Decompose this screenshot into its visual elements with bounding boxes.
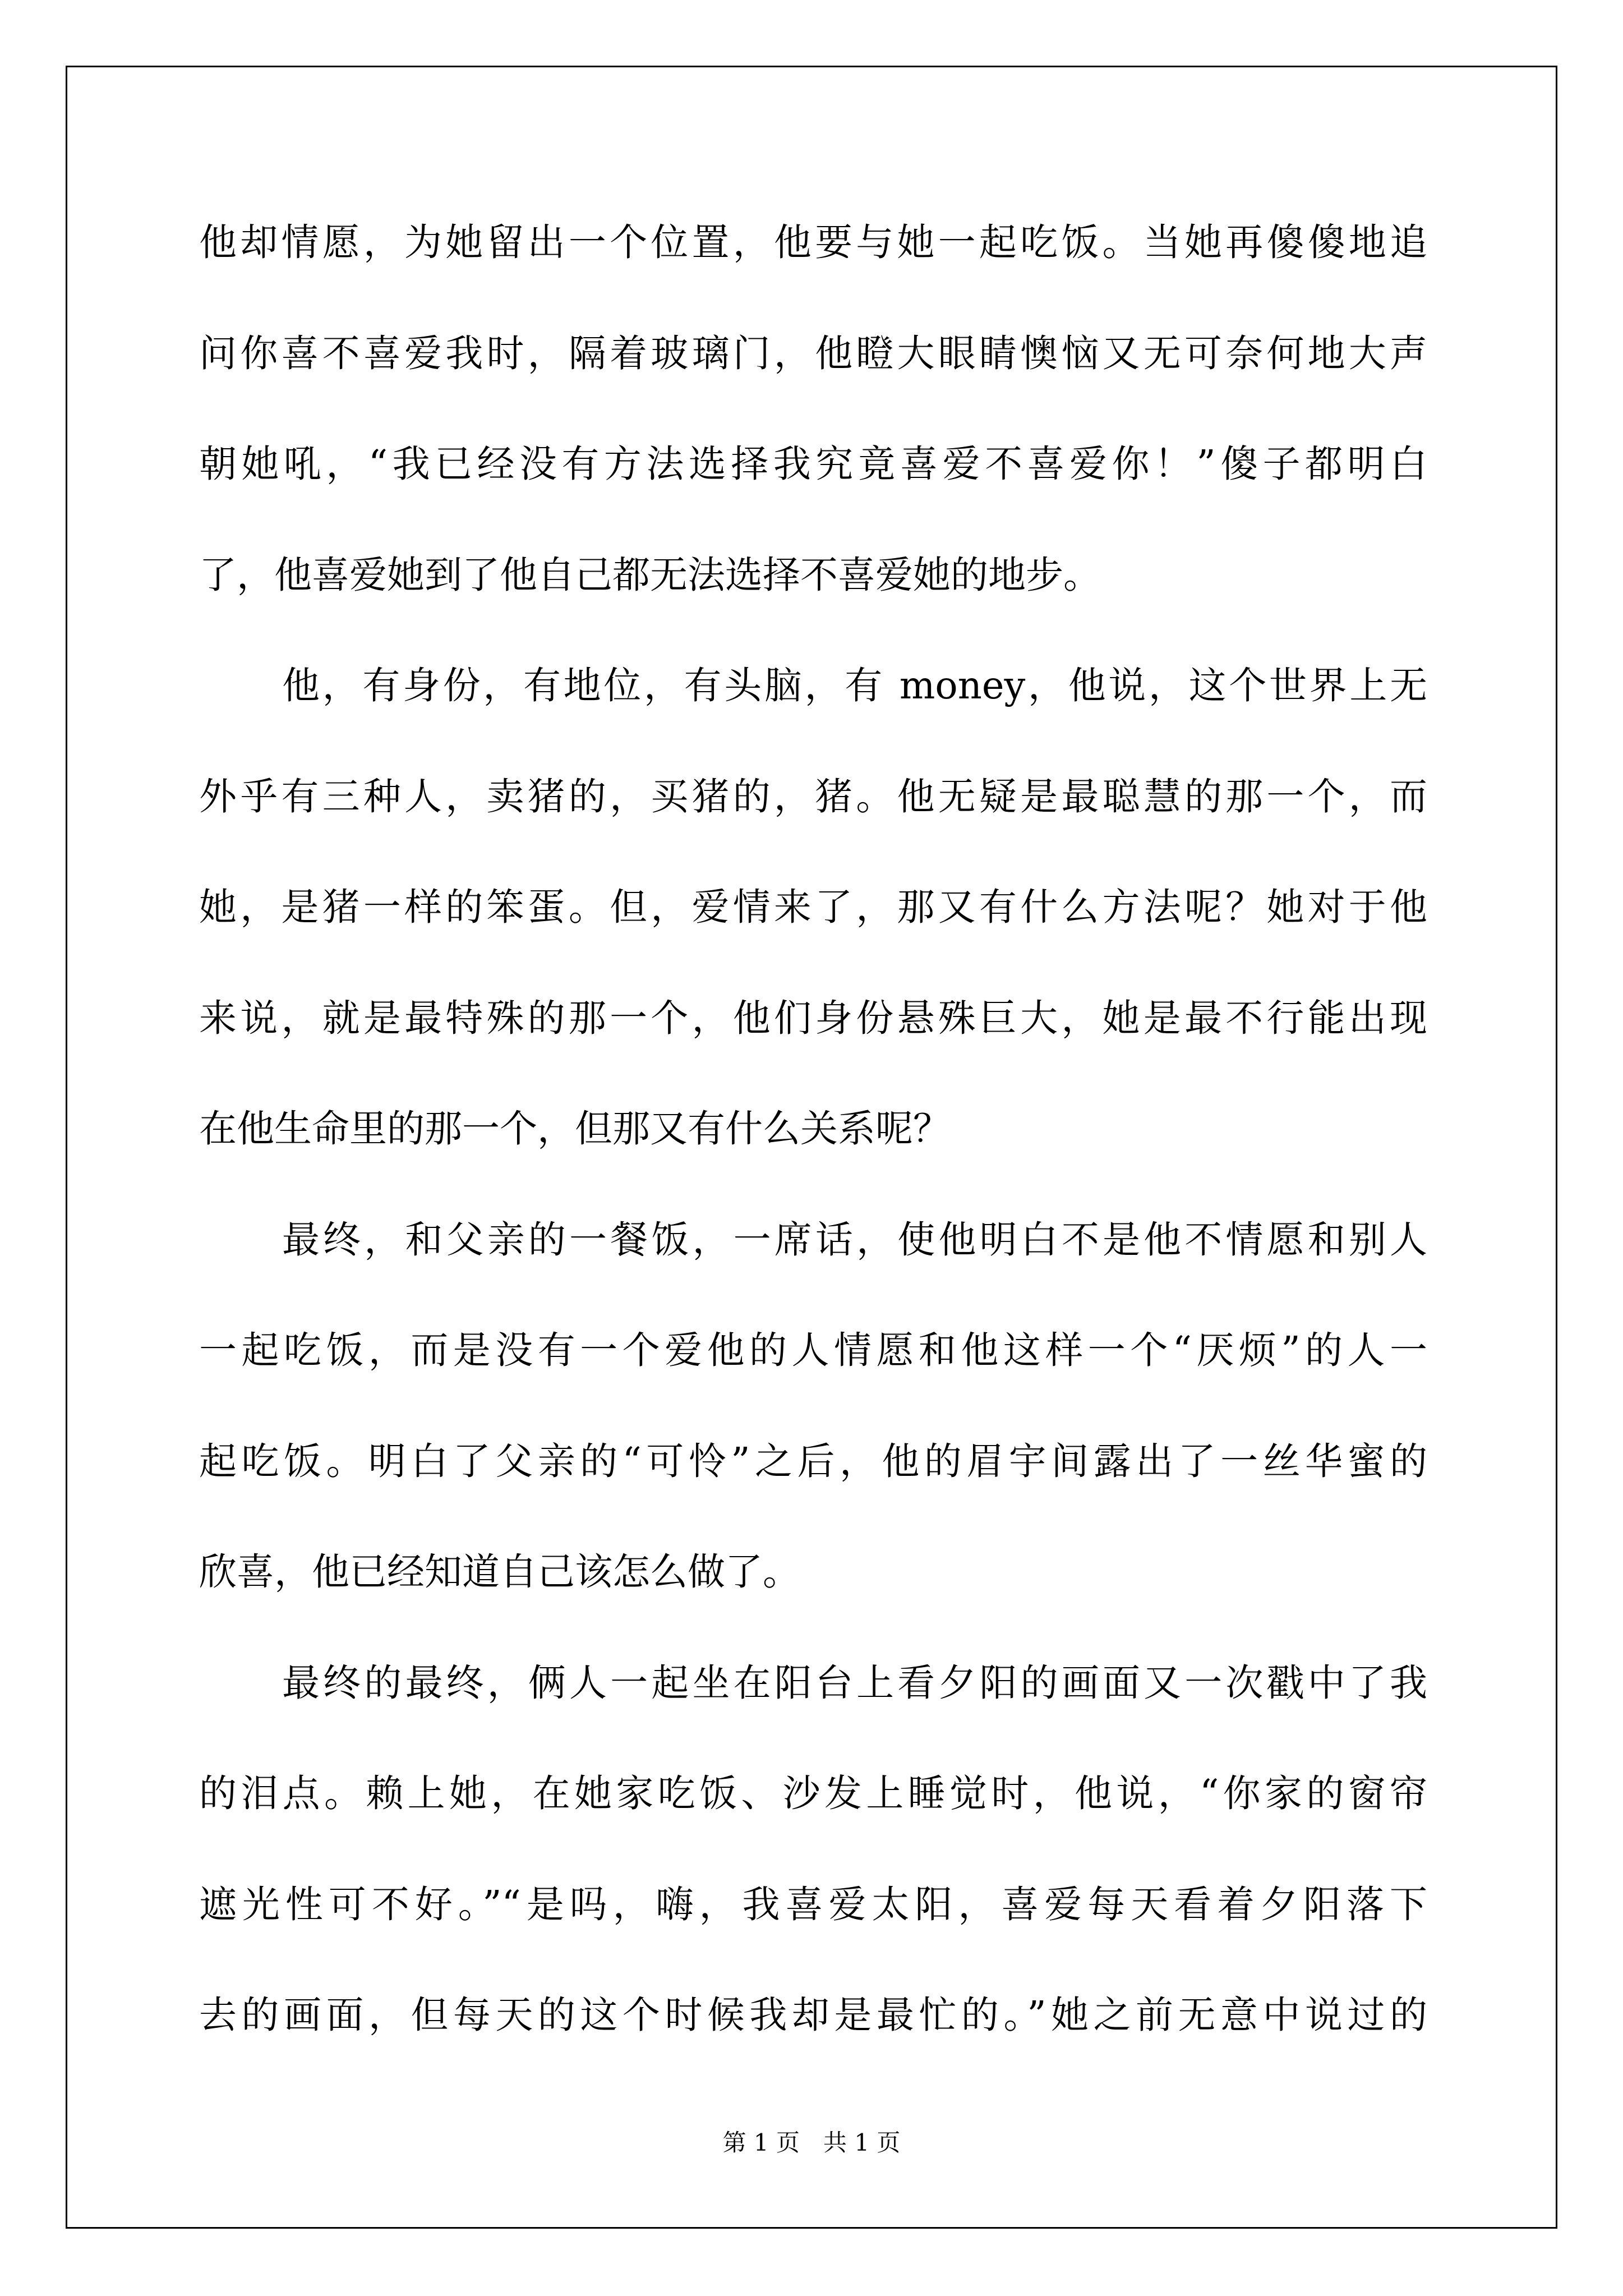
text-line: 她，是猪一样的笨蛋。但，爱情来了，那又有什么方法呢？她对于他 bbox=[199, 885, 1427, 929]
page-number-footer: 第 1 页 共 1 页 bbox=[722, 2129, 901, 2156]
text-line: 来说，就是最特殊的那一个，他们身份悬殊巨大，她是最不行能出现 bbox=[199, 996, 1427, 1040]
text-line: 遮光性可不好。”“是吗，嗨，我喜爱太阳，喜爱每天看着夕阳落下 bbox=[199, 1882, 1427, 1926]
text-line: 最终的最终，俩人一起坐在阳台上看夕阳的画面又一次戳中了我 bbox=[282, 1660, 1427, 1705]
text-line: 外乎有三种人，卖猪的，买猪的，猪。他无疑是最聪慧的那一个，而 bbox=[199, 774, 1427, 818]
text-line: 一起吃饭，而是没有一个爱他的人情愿和他这样一个“厌烦”的人一 bbox=[199, 1328, 1427, 1372]
text-line: 起吃饭。明白了父亲的“可怜”之后，他的眉宇间露出了一丝华蜜的 bbox=[199, 1439, 1427, 1483]
text-line: 在他生命里的那一个，但那又有什么关系呢？ bbox=[199, 1107, 951, 1151]
text-line: 问你喜不喜爱我时，隔着玻璃门，他瞪大眼睛懊恼又无可奈何地大声 bbox=[199, 331, 1427, 375]
text-line: 的泪点。赖上她，在她家吃饭、沙发上睡觉时，他说，“你家的窗帘 bbox=[199, 1772, 1427, 1815]
text-line: 朝她吼，“我已经没有方法选择我究竟喜爱不喜爱你！”傻子都明白 bbox=[199, 442, 1427, 486]
text-line: 最终，和父亲的一餐饭，一席话，使他明白不是他不情愿和别人 bbox=[282, 1217, 1427, 1262]
text-line: 他，有身份，有地位，有头脑，有 money，他说，这个世界上无 bbox=[282, 664, 1427, 707]
text-line: 欣喜，他已经知道自己该怎么做了。 bbox=[199, 1550, 800, 1594]
article-body bbox=[199, 213, 1427, 2097]
text-line: 了，他喜爱她到了他自己都无法选择不喜爱她的地步。 bbox=[199, 553, 1101, 597]
text-line: 去的画面，但每天的这个时候我却是最忙的。”她之前无意中说过的 bbox=[199, 1993, 1427, 2037]
text-line: 他却情愿，为她留出一个位置，他要与她一起吃饭。当她再傻傻地追 bbox=[199, 220, 1427, 264]
